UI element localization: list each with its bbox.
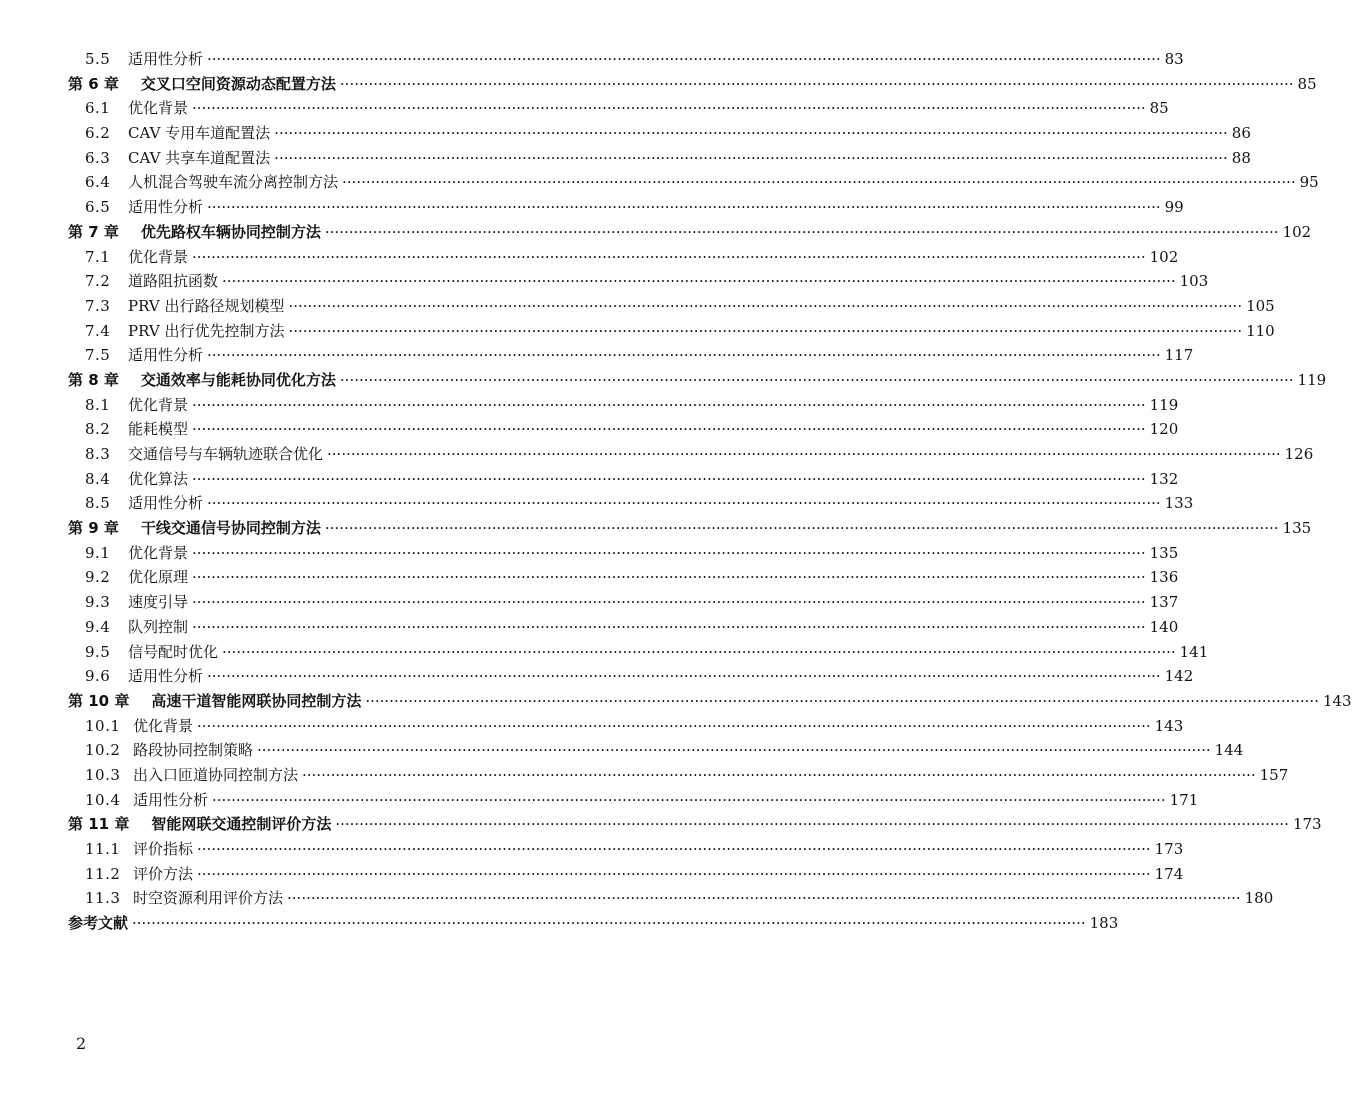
dot-leader: ········································································································································································································ (327, 445, 1281, 463)
toc-section-entry (68, 442, 1314, 467)
section-number: 9.1 (85, 543, 111, 562)
dot-leader: ········································································································································································································ (192, 99, 1146, 118)
toc-section-entry (68, 862, 1184, 887)
chapter-title: 高速干道智能网联协同控制方法 (151, 691, 362, 710)
toc-section-entry (68, 763, 1289, 788)
toc-page-number: 142 (1164, 667, 1194, 686)
section-number: 7.4 (85, 321, 111, 340)
toc-chapter-entry (68, 911, 1119, 936)
dot-leader: ········································································································································································································ (339, 74, 1294, 93)
section-title: 评价方法 (133, 864, 194, 883)
dot-leader: ········································································································································································································ (197, 840, 1151, 858)
chapter-title: 优先路权车辆协同控制方法 (140, 222, 321, 241)
toc-section-entry (68, 269, 1209, 294)
dot-leader: ········································································································································································································ (192, 420, 1146, 439)
section-number: 9.5 (85, 642, 111, 661)
toc-page-number: 135 (1282, 519, 1312, 538)
toc-section-entry (68, 393, 1179, 418)
toc-page-number: 171 (1169, 790, 1199, 809)
toc-section-entry (68, 146, 1251, 171)
dot-leader: ········································································································································································································ (192, 617, 1146, 636)
dot-leader: ········································································································································································································ (288, 321, 1243, 340)
toc-page-number: 174 (1154, 864, 1184, 883)
toc-chapter-entry (68, 220, 1312, 245)
toc-page-number: 183 (1089, 914, 1119, 933)
section-title: 适用性分析 (128, 50, 204, 68)
toc-page-number: 144 (1214, 741, 1244, 760)
toc-section-entry (68, 738, 1244, 763)
section-title: PRV 出行优先控制方法 (128, 321, 285, 340)
toc-page-number: 126 (1284, 445, 1314, 463)
dot-leader: ········································································································································································································ (339, 370, 1294, 389)
chapter-number: 第 11 章 (68, 815, 130, 834)
toc-page-number: 85 (1149, 99, 1169, 118)
section-number: 9.2 (85, 568, 111, 587)
toc-page-number: 143 (1154, 716, 1184, 735)
section-number: 8.1 (85, 395, 111, 414)
dot-leader: ········································································································································································································ (192, 247, 1146, 266)
dot-leader: ········································································································································································································ (192, 469, 1146, 488)
toc-page-number: 120 (1149, 420, 1179, 439)
section-title: 优化背景 (128, 395, 189, 414)
toc-section-entry (68, 121, 1251, 146)
section-title: 路段协同控制策略 (133, 741, 254, 760)
toc-section-entry (68, 245, 1179, 270)
section-number: 7.3 (85, 296, 111, 315)
section-number: 8.3 (85, 445, 111, 463)
dot-leader: ········································································································································································································ (132, 914, 1086, 933)
toc-page-number: 140 (1149, 617, 1179, 636)
dot-leader: ········································································································································································································ (197, 864, 1151, 883)
toc-section-entry (68, 788, 1199, 813)
section-number: 8.2 (85, 420, 111, 439)
page-number: 2 (76, 1034, 87, 1053)
dot-leader: ········································································································································································································ (342, 173, 1296, 192)
section-number: 9.6 (85, 667, 111, 686)
section-title: 优化算法 (128, 469, 189, 488)
toc-page-number: 119 (1297, 370, 1327, 389)
toc-section-entry (68, 170, 1319, 195)
section-title: 优化背景 (128, 247, 189, 266)
dot-leader: ········································································································································································································ (302, 765, 1256, 784)
dot-leader: ········································································································································································································ (324, 222, 1279, 241)
dot-leader: ········································································································································································································ (257, 741, 1211, 760)
toc-page-number: 173 (1154, 840, 1184, 858)
toc-section-entry (68, 47, 1184, 72)
toc-page-number: 141 (1179, 642, 1209, 661)
section-title: 优化背景 (133, 716, 194, 735)
section-title: 优化背景 (128, 543, 189, 562)
section-title: PRV 出行路径规划模型 (128, 296, 285, 315)
section-number: 7.1 (85, 247, 111, 266)
toc-page-number: 173 (1292, 815, 1322, 834)
section-number: 10.1 (85, 716, 121, 735)
section-title: 适用性分析 (128, 494, 204, 513)
section-number: 10.3 (85, 765, 121, 784)
toc-page-number: 157 (1259, 765, 1289, 784)
section-number: 11.2 (85, 864, 121, 883)
section-title: 道路阻抗函数 (128, 272, 219, 291)
dot-leader: ········································································································································································································ (192, 395, 1146, 414)
section-number: 11.1 (85, 840, 121, 858)
section-number: 5.5 (85, 50, 111, 68)
section-number: 6.3 (85, 148, 111, 167)
toc-page-number: 133 (1164, 494, 1194, 513)
toc-page-number: 135 (1149, 543, 1179, 562)
toc-section-entry (68, 590, 1179, 615)
section-title: 出入口匝道协同控制方法 (133, 765, 299, 784)
section-title: 适用性分析 (128, 198, 204, 217)
section-title: 适用性分析 (128, 667, 204, 686)
toc-section-entry (68, 640, 1209, 665)
toc-page-number: 83 (1164, 50, 1184, 68)
section-number: 8.4 (85, 469, 111, 488)
toc-section-entry (68, 294, 1275, 319)
toc-page-number: 99 (1164, 198, 1184, 217)
section-number: 8.5 (85, 494, 111, 513)
section-number: 6.5 (85, 198, 111, 217)
section-title: 队列控制 (128, 617, 189, 636)
dot-leader: ········································································································································································································ (192, 568, 1146, 587)
toc-page-number: 88 (1231, 148, 1251, 167)
toc-section-entry (68, 664, 1194, 689)
toc-page-number: 103 (1179, 272, 1209, 291)
toc-chapter-entry (68, 368, 1327, 393)
toc-page-number: 136 (1149, 568, 1179, 587)
toc-page-number: 137 (1149, 593, 1179, 612)
table-of-contents (68, 47, 1352, 936)
toc-page-number: 85 (1297, 74, 1317, 93)
dot-leader: ········································································································································································································ (207, 50, 1161, 68)
toc-page-number: 119 (1149, 395, 1179, 414)
chapter-title: 智能网联交通控制评价方法 (151, 815, 332, 834)
dot-leader: ········································································································································································································ (365, 691, 1319, 710)
toc-page-number: 132 (1149, 469, 1179, 488)
dot-leader: ········································································································································································································ (192, 593, 1146, 612)
dot-leader: ········································································································································································································ (324, 519, 1279, 538)
chapter-number: 第 6 章 (68, 74, 119, 93)
toc-section-entry (68, 714, 1184, 739)
chapter-number: 第 10 章 (68, 691, 130, 710)
toc-section-entry (68, 565, 1179, 590)
section-title: 优化原理 (128, 568, 189, 587)
section-number: 6.2 (85, 124, 111, 143)
section-number: 9.3 (85, 593, 111, 612)
dot-leader: ········································································································································································································ (335, 815, 1289, 834)
toc-section-entry (68, 837, 1184, 862)
section-title: 评价指标 (133, 840, 194, 858)
toc-page-number: 102 (1282, 222, 1312, 241)
chapter-number: 第 9 章 (68, 519, 119, 538)
section-number: 6.4 (85, 173, 111, 192)
toc-section-entry (68, 467, 1179, 492)
dot-leader: ········································································································································································································ (207, 198, 1161, 217)
section-title: 能耗模型 (128, 420, 189, 439)
toc-page-number: 180 (1244, 889, 1274, 908)
section-title: 适用性分析 (133, 790, 209, 809)
section-title: 优化背景 (128, 99, 189, 118)
toc-section-entry (68, 491, 1194, 516)
chapter-title: 干线交通信号协同控制方法 (140, 519, 321, 538)
dot-leader: ········································································································································································································ (222, 642, 1176, 661)
toc-section-entry (68, 615, 1179, 640)
chapter-number: 第 7 章 (68, 222, 119, 241)
toc-page-number: 102 (1149, 247, 1179, 266)
chapter-title: 参考文献 (68, 914, 129, 933)
toc-section-entry (68, 96, 1169, 121)
dot-leader: ········································································································································································································ (222, 272, 1176, 291)
dot-leader: ········································································································································································································ (274, 124, 1228, 143)
dot-leader: ········································································································································································································ (197, 716, 1151, 735)
section-title: 速度引导 (128, 593, 189, 612)
toc-page-number: 105 (1246, 296, 1275, 315)
chapter-title: 交通效率与能耗协同优化方法 (140, 370, 336, 389)
section-number: 7.5 (85, 346, 111, 365)
toc-section-entry (68, 886, 1274, 911)
toc-chapter-entry (68, 812, 1322, 837)
toc-page-number: 117 (1164, 346, 1194, 365)
chapter-number: 第 8 章 (68, 370, 119, 389)
toc-chapter-entry (68, 72, 1317, 97)
section-number: 11.3 (85, 889, 121, 908)
toc-section-entry (68, 319, 1275, 344)
section-title: 时空资源利用评价方法 (133, 889, 284, 908)
dot-leader: ········································································································································································································ (192, 543, 1146, 562)
section-title: 人机混合驾驶车流分离控制方法 (128, 173, 339, 192)
toc-page-number: 86 (1231, 124, 1251, 143)
toc-section-entry (68, 417, 1179, 442)
section-title: 适用性分析 (128, 346, 204, 365)
section-number: 6.1 (85, 99, 111, 118)
section-title: 信号配时优化 (128, 642, 219, 661)
dot-leader: ········································································································································································································ (287, 889, 1241, 908)
toc-page-number: 110 (1246, 321, 1275, 340)
chapter-title: 交叉口空间资源动态配置方法 (140, 74, 336, 93)
section-title: 交通信号与车辆轨迹联合优化 (128, 445, 324, 463)
toc-page-number: 143 (1322, 691, 1352, 710)
toc-section-entry (68, 195, 1184, 220)
toc-section-entry (68, 541, 1179, 566)
section-number: 9.4 (85, 617, 111, 636)
section-title: CAV 共享车道配置法 (128, 148, 271, 167)
section-number: 10.2 (85, 741, 121, 760)
dot-leader: ········································································································································································································ (207, 667, 1161, 686)
section-number: 7.2 (85, 272, 111, 291)
section-title: CAV 专用车道配置法 (128, 124, 271, 143)
dot-leader: ········································································································································································································ (274, 148, 1228, 167)
dot-leader: ········································································································································································································ (288, 296, 1243, 315)
dot-leader: ········································································································································································································ (212, 790, 1166, 809)
toc-chapter-entry (68, 516, 1312, 541)
toc-page-number: 95 (1299, 173, 1319, 192)
toc-chapter-entry (68, 689, 1352, 714)
dot-leader: ········································································································································································································ (207, 494, 1161, 513)
dot-leader: ········································································································································································································ (207, 346, 1161, 365)
section-number: 10.4 (85, 790, 121, 809)
toc-section-entry (68, 343, 1194, 368)
